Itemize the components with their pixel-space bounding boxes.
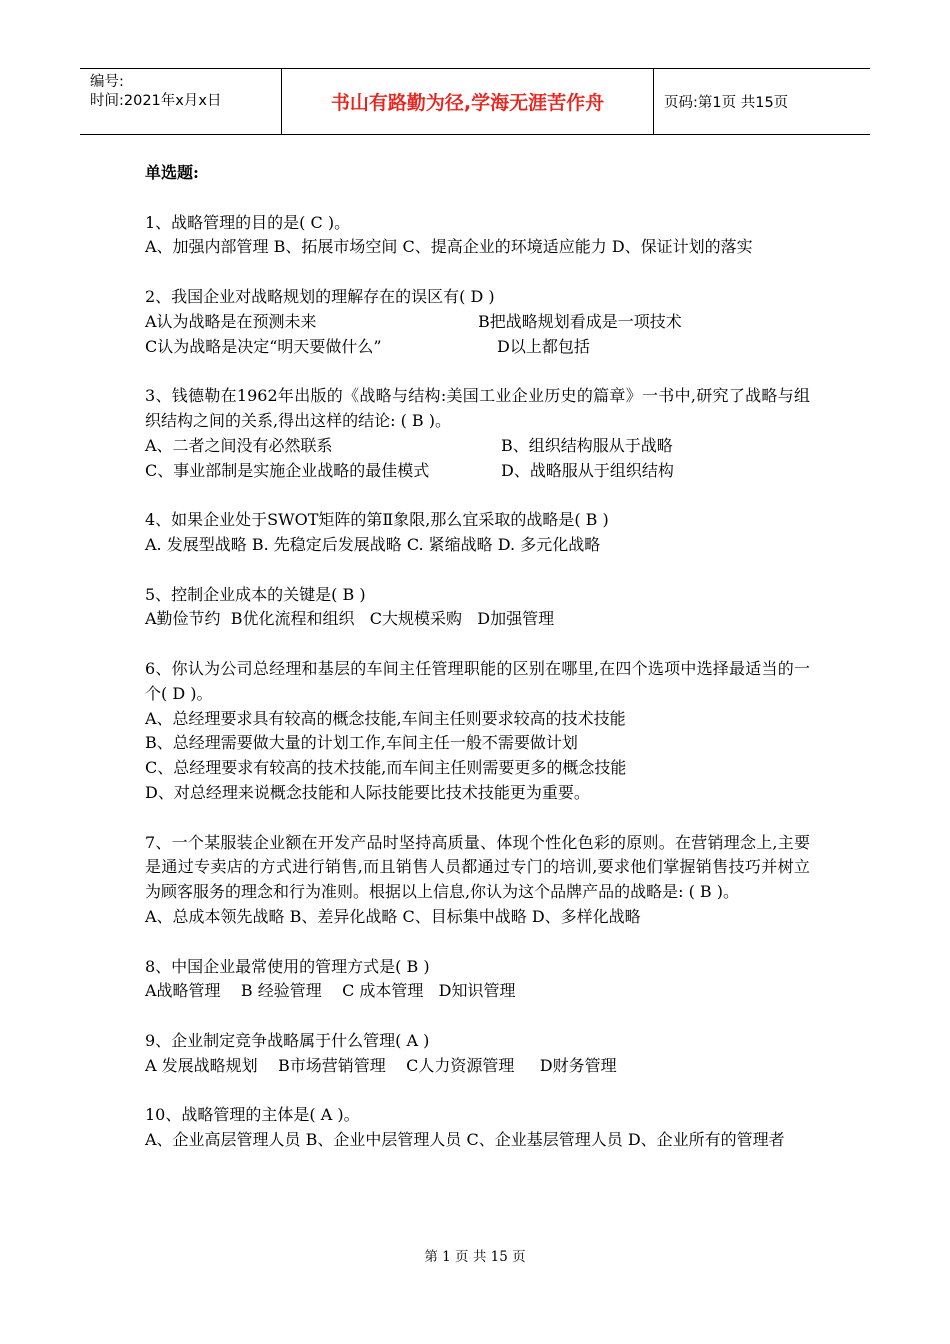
question-stem: 8、中国企业最常使用的管理方式是( B ) [145, 956, 430, 976]
question-9 [145, 1029, 810, 1079]
question-3 [145, 384, 810, 483]
option: C、事业部制是实施企业战略的最佳模式 [145, 460, 430, 480]
options-row [145, 459, 810, 484]
question-options: A勤俭节约 B优化流程和组织 C大规模采购 D加强管理 [145, 609, 555, 629]
question-options: A、加强内部管理 B、拓展市场空间 C、提高企业的环境适应能力 D、保证计划的落实 [145, 237, 753, 257]
question-stem: 3、钱德勒在1962年出版的《战略与结构:美国工业企业历史的篇章》一书中,研究了战略与组织结构之间的关系,得出这样的结论: ( B )。 [145, 386, 810, 430]
question-options: A、总成本领先战略 B、差异化战略 C、目标集中战略 D、多样化战略 [145, 906, 641, 926]
question-stem: 5、控制企业成本的关键是( B ) [145, 584, 366, 604]
question-7 [145, 831, 810, 930]
question-stem: 4、如果企业处于SWOT矩阵的第Ⅱ象限,那么宜采取的战略是( B ) [145, 510, 609, 530]
option: A、二者之间没有必然联系 [145, 435, 333, 455]
page-footer: 第 1 页 共 15 页 [424, 1249, 526, 1265]
option: B把战略规划看成是一项技术 [478, 311, 682, 331]
option: B、组织结构服从于战略 [501, 435, 673, 455]
number-label: 编号: [90, 74, 124, 90]
option: A、总经理要求具有较高的概念技能,车间主任则要求较高的技术技能 [145, 708, 626, 728]
question-options: A战略管理 B 经验管理 C 成本管理 D知识管理 [145, 981, 516, 1001]
section-title: 单选题: [145, 163, 199, 182]
question-stem: 9、企业制定竞争战略属于什么管理( A ) [145, 1030, 430, 1050]
option: C、总经理要求有较高的技术技能,而车间主任则需要更多的概念技能 [145, 758, 627, 778]
option: A认为战略是在预测未来 [145, 311, 317, 331]
question-6 [145, 657, 810, 806]
option: D以上都包括 [497, 336, 590, 356]
question-options: A. 发展型战略 B. 先稳定后发展战略 C. 紧缩战略 D. 多元化战略 [145, 534, 601, 554]
header-page-code: 页码:第1页 共15页 [664, 95, 789, 111]
question-stem: 2、我国企业对战略规划的理解存在的误区有( D ) [145, 286, 495, 306]
options-row [145, 434, 810, 459]
question-5 [145, 583, 810, 633]
header-meta [80, 69, 282, 134]
question-options: A、企业高层管理人员 B、企业中层管理人员 C、企业基层管理人员 D、企业所有的管理者 [145, 1130, 785, 1150]
option: D、对总经理来说概念技能和人际技能要比技术技能更为重要。 [145, 782, 590, 802]
question-10 [145, 1103, 810, 1153]
options-row [145, 335, 810, 360]
question-2 [145, 285, 810, 359]
question-stem: 7、一个某服装企业额在开发产品时坚持高质量、体现个性化色彩的原则。在营销理念上,主要是通过专卖店的方式进行销售,而且销售人员都通过专门的培训,要求他们掌握销售技巧并树立为顾客服务的理念和行为准则。根据以上信息,你认为这个品牌产品的战略是: ( B )。 [145, 832, 810, 902]
question-8 [145, 955, 810, 1005]
question-4 [145, 508, 810, 558]
question-stem: 1、战略管理的目的是( C )。 [145, 212, 351, 232]
option: B、总经理需要做大量的计划工作,车间主任一般不需要做计划 [145, 733, 578, 753]
time-label: 时间:2021年x月x日 [90, 93, 222, 109]
question-1 [145, 211, 810, 261]
question-stem: 10、战略管理的主体是( A )。 [145, 1105, 360, 1125]
header-motto: 书山有路勤为径,学海无涯苦作舟 [282, 69, 654, 134]
document-body [145, 161, 810, 1178]
option: C认为战略是决定“明天要做什么” [145, 336, 382, 356]
question-options: A 发展战略规划 B市场营销管理 C人力资源管理 D财务管理 [145, 1055, 617, 1075]
question-stem: 6、你认为公司总经理和基层的车间主任管理职能的区别在哪里,在四个选项中选择最适当的一个( D )。 [145, 658, 810, 703]
options-row [145, 310, 810, 335]
option: D、战略服从于组织结构 [501, 460, 674, 480]
document-header [80, 68, 870, 135]
